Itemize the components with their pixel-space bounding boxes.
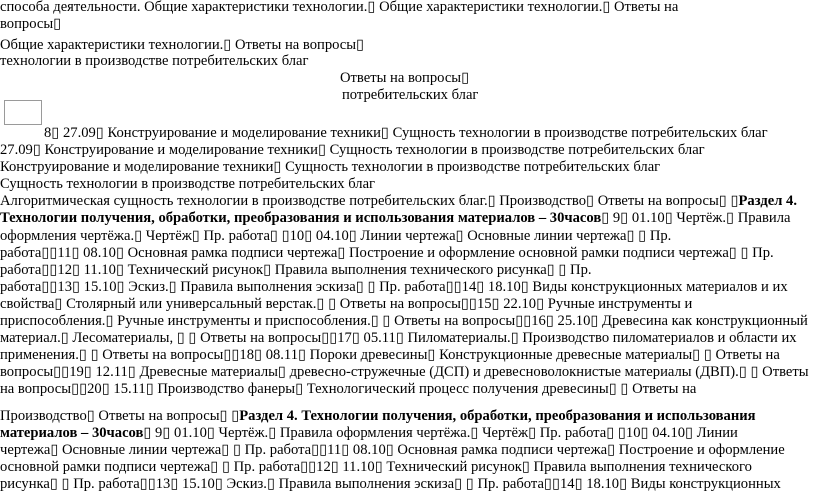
text-line: Общие характеристики технологии.▯ Ответы на вопросы▯: [0, 37, 365, 53]
paragraph-line: работа▯▯12▯ 11.10▯ Технический рисунок▯ Правила выполнения технического рисунка▯ ▯ Пр.: [0, 262, 592, 278]
centered-line: потребительских благ: [342, 87, 479, 103]
paragraph-line: работа▯▯13▯ 15.10▯ Эскиз.▯ Правила выполнения эскиза▯ ▯ Пр. работа▯▯14▯ 18.10▯ Виды конструкционных материалов и их: [0, 279, 788, 295]
centered-line: Ответы на вопросы▯: [340, 70, 470, 86]
paragraph-line: рисунка▯ ▯ Пр. работа▯▯13▯ 15.10▯ Эскиз.▯ Правила выполнения эскиза▯ ▯ Пр. работа▯▯14▯ 18.10▯ Виды конструкционных: [0, 476, 781, 492]
text-line: вопросы▯: [0, 16, 62, 32]
empty-cell: [4, 100, 42, 125]
paragraph-line: оформления чертёжа.▯ Чертёж▯ Пр. работа▯ ▯10▯ 04.10▯ Линии чертежа▯ Основные линии чертежа▯ ▯ Пр.: [0, 228, 672, 244]
text-line: способа деятельности. Общие характеристики технологии.▯ Общие характеристики технологии.▯ Ответы на: [0, 0, 679, 15]
paragraph-line: вопросы▯▯19▯ 12.11▯ Древесные материалы▯ древесно-стружечные (ДСП) и древесноволокнистые материалы (ДВП).▯ ▯ Ответы: [0, 364, 809, 380]
paragraph-line: применения.▯ ▯ Ответы на вопросы▯▯18▯ 08.11▯ Пороки древесины▯ Конструкционные древесные материалы▯ ▯ Ответы на: [0, 347, 780, 363]
paragraph-line: свойства▯ Столярный или универсальный верстак.▯ ▯ Ответы на вопросы▯▯15▯ 22.10▯ Ручные инструменты и: [0, 296, 693, 312]
text-line: Сущность технологии в производстве потребительских благ: [0, 176, 376, 192]
paragraph-line: материалов – 30часов▯ 9▯ 01.10▯ Чертёж.▯ Правила оформления чертёжа.▯ Чертёж▯ Пр. работа▯ ▯10▯ 04.10▯ Линии: [0, 425, 738, 441]
paragraph-line: Алгоритмическая сущность технологии в производстве потребительских благ.▯ Производство▯ Ответы на вопросы▯ ▯Раздел 4.: [0, 193, 797, 209]
paragraph-line: чертежа▯ Основные линии чертежа▯ ▯ Пр. работа▯▯11▯ 08.10▯ Основная рамка подписи чертежа▯ Построение и оформление: [0, 442, 785, 458]
text-line: 27.09▯ Конструирование и моделирование техники▯ Сущность технологии в производстве потребительских благ: [0, 142, 705, 158]
paragraph-line: приспособления.▯ Ручные инструменты и приспособления.▯ ▯ Ответы на вопросы▯▯16▯ 25.10▯ Древесина как конструкционный: [0, 313, 808, 329]
text-line: технологии в производстве потребительских благ: [0, 53, 309, 69]
text-line: Конструирование и моделирование техники▯ Сущность технологии в производстве потребительских благ: [0, 159, 661, 175]
paragraph-line: материал.▯ Лесоматериалы, ▯ ▯ Ответы на вопросы▯▯17▯ 05.11▯ Пиломатериалы.▯ Производство пиломатериалов и области их: [0, 330, 797, 346]
paragraph-line: на вопросы▯▯20▯ 15.11▯ Производство фанеры▯ Технологический процесс получения древесины▯ ▯ Ответы на: [0, 381, 697, 397]
paragraph-line: Производство▯ Ответы на вопросы▯ ▯Раздел 4. Технологии получения, обработки, преобразования и использования: [0, 408, 756, 424]
paragraph-line: работа▯▯11▯ 08.10▯ Основная рамка подписи чертежа▯ Построение и оформление основной рамки подписи чертежа▯ ▯ Пр.: [0, 245, 774, 261]
paragraph-line: основной рамки подписи чертежа▯ ▯ Пр. работа▯▯12▯ 11.10▯ Технический рисунок▯ Правила выполнения технического: [0, 459, 752, 475]
text-line: 8▯ 27.09▯ Конструирование и моделирование техники▯ Сущность технологии в производстве потребительских благ: [44, 125, 768, 141]
paragraph-line: Технологии получения, обработки, преобразования и использования материалов – 30часов▯ 9▯ 01.10▯ Чертёж.▯ Правила: [0, 210, 791, 226]
